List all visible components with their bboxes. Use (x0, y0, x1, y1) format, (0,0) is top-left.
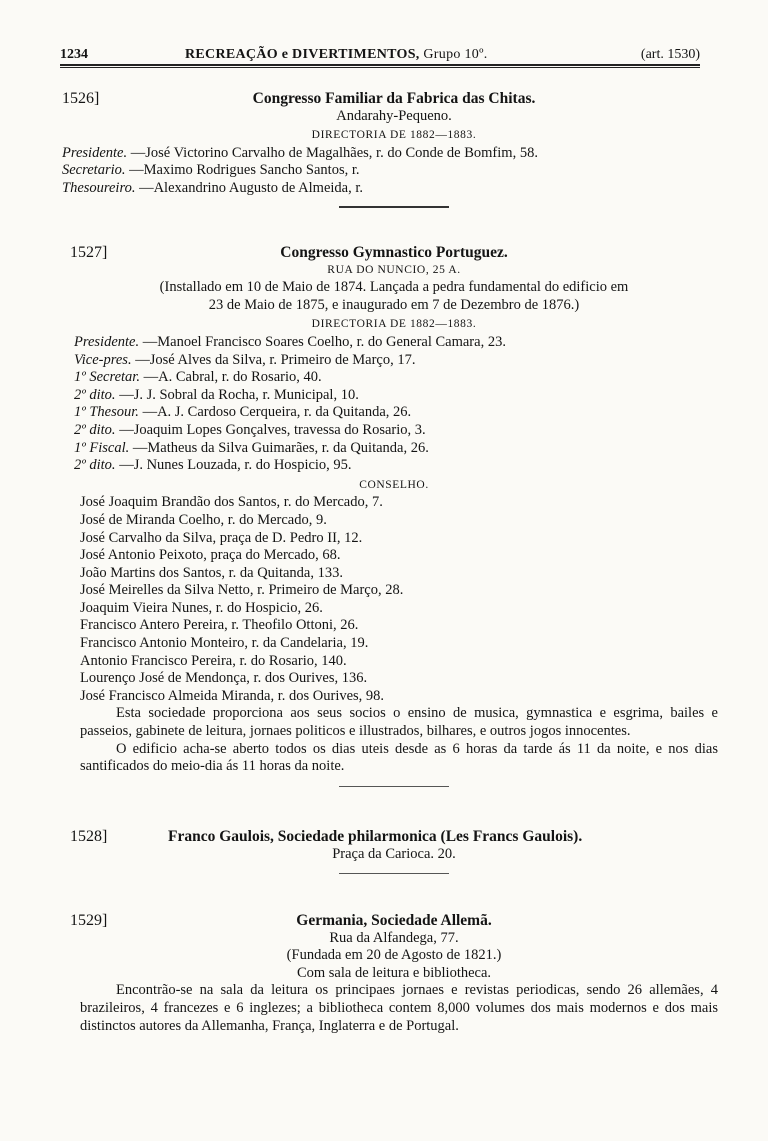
entry-1528 (70, 828, 718, 874)
running-header (60, 40, 700, 62)
entry-address: Rua da Alfandega, 77. (329, 929, 459, 946)
member-row (74, 387, 718, 405)
conselho-list (80, 494, 718, 705)
member-row (62, 145, 718, 163)
entry-number: 1529] (70, 912, 108, 929)
entry-founded: (Fundada em 20 de Agosto de 1821.) (286, 947, 502, 964)
member-text: —José Alves da Silva, r. Primeiro de Março, 17. (135, 351, 416, 368)
entry-number: 1526] (62, 90, 100, 107)
member-row (74, 457, 718, 475)
member-text: —J. Nunes Louzada, r. do Hospicio, 95. (119, 457, 352, 474)
member-row (74, 352, 718, 370)
list-item: Joaquim Vieira Nunes, r. do Hospicio, 26. (80, 599, 323, 616)
directoria-heading: DIRECTORIA DE 1882—1883. (311, 318, 477, 331)
member-text: —Joaquim Lopes Gonçalves, travessa do Rosario, 3. (119, 421, 426, 438)
member-role: 1º Fiscal. (74, 439, 130, 456)
entry-place: Praça da Carioca. 20. (332, 845, 456, 862)
paragraph: Encontrão-se na sala da leitura os principaes jornaes e revistas periodicas, sendo 26 allemães, 4 brazileiros, 4 francezes e 6 inglezes; a bibliotheca contem 8,000 volumes dos mais modernos e dos mais distinctos autores da Allemanha, França, Inglaterra e de Portugal. (80, 982, 718, 1034)
list-item: Francisco Antero Pereira, r. Theofilo Ottoni, 26. (80, 617, 359, 634)
entry-title: Congresso Gymnastico Portuguez. (280, 244, 508, 261)
member-role: 2º dito. (74, 457, 116, 474)
member-role: Secretario. (62, 162, 126, 179)
directoria-heading: DIRECTORIA DE 1882—1883. (311, 129, 477, 142)
member-role: 1º Secretar. (74, 369, 140, 386)
header-group: Grupo 10º. (423, 47, 488, 62)
member-text: —Maximo Rodrigues Sancho Santos, r. (129, 162, 360, 179)
entry-title: Germania, Sociedade Allemã. (296, 912, 492, 929)
member-role: 1º Thesour. (74, 404, 139, 421)
history-line-2: 23 de Maio de 1875, e inaugurado em 7 de Dezembro de 1876.) (208, 296, 580, 313)
paragraph: O edificio acha-se aberto todos os dias uteis desde as 6 horas da tarde ás 11 da noite, e nos dias santificados do meio-dia ás 11 horas da noite. (80, 740, 718, 775)
member-role: Presidente. (62, 144, 128, 161)
member-role: 2º dito. (74, 386, 116, 403)
member-text: —Alexandrino Augusto de Almeida, r. (139, 179, 363, 196)
list-item: João Martins dos Santos, r. da Quitanda, 133. (80, 564, 343, 581)
member-text: —A. J. Cardoso Cerqueira, r. da Quitanda, 26. (142, 404, 412, 421)
list-item: José Francisco Almeida Miranda, r. dos Ourives, 98. (80, 687, 385, 704)
list-item: José Antonio Peixoto, praça do Mercado, 68. (80, 547, 341, 564)
member-row (62, 180, 718, 198)
member-text: —Matheus da Silva Guimarães, r. da Quitanda, 26. (132, 439, 429, 456)
entry-number: 1528] (70, 828, 108, 845)
list-item: Francisco Antonio Monteiro, r. da Candelaria, 19. (80, 635, 369, 652)
conselho-heading: CONSELHO. (359, 478, 429, 491)
member-row (62, 162, 718, 180)
member-text: —A. Cabral, r. do Rosario, 40. (143, 369, 322, 386)
list-item: Antonio Francisco Pereira, r. do Rosario, 140. (80, 652, 347, 669)
list-item: José Joaquim Brandão dos Santos, r. do Mercado, 7. (80, 494, 383, 511)
list-item: José de Miranda Coelho, r. do Mercado, 9. (80, 511, 327, 528)
member-row (74, 440, 718, 458)
directoria-list (74, 334, 718, 475)
entry-title: Congresso Familiar da Fabrica das Chitas. (252, 90, 536, 107)
page-number: 1234 (60, 47, 88, 62)
entry-reading-room: Com sala de leitura e bibliotheca. (296, 964, 492, 981)
section-rule (339, 786, 449, 787)
entry-address: RUA DO NUNCIO, 25 A. (327, 263, 461, 276)
member-role: Presidente. (74, 333, 140, 350)
header-title-main: RECREAÇÃO e DIVERTIMENTOS, (185, 47, 420, 62)
entry-title: Franco Gaulois, Sociedade philarmonica (Les Francs Gaulois). (168, 828, 583, 845)
entry-place: Andarahy-Pequeno. (336, 107, 452, 124)
paragraph: Esta sociedade proporciona aos seus socios o ensino de musica, gymnastica e esgrima, bailes e passeios, gabinete de leitura, jornaes politicos e illustrados, bilhares, e outros jogos innocentes. (80, 705, 718, 740)
member-row (74, 422, 718, 440)
section-rule (339, 873, 449, 874)
header-article: (art. 1530) (640, 47, 700, 62)
member-text: —José Victorino Carvalho de Magalhães, r. do Conde de Bomfim, 58. (130, 144, 538, 161)
member-row (74, 369, 718, 387)
member-row (74, 404, 718, 422)
list-item: Lourenço José de Mendonça, r. dos Ourives, 136. (80, 670, 368, 687)
member-role: 2º dito. (74, 421, 116, 438)
entry-1529 (70, 912, 718, 1035)
list-item: José Meirelles da Silva Netto, r. Primeiro de Março, 28. (80, 582, 404, 599)
header-title (185, 46, 488, 64)
entry-number: 1527] (70, 244, 108, 261)
header-rule (60, 64, 700, 68)
entry-1527 (70, 244, 718, 787)
member-row (74, 334, 718, 352)
entry-1526 (62, 90, 718, 208)
section-rule (339, 206, 449, 208)
history-line-1: (Installado em 10 de Maio de 1874. Lançada a pedra fundamental do edificio em (159, 279, 629, 296)
member-text: —J. J. Sobral da Rocha, r. Municipal, 10. (119, 386, 359, 403)
member-role: Thesoureiro. (62, 179, 136, 196)
list-item: José Carvalho da Silva, praça de D. Pedro II, 12. (80, 529, 363, 546)
member-text: —Manoel Francisco Soares Coelho, r. do General Camara, 23. (142, 333, 506, 350)
member-role: Vice-pres. (74, 351, 132, 368)
